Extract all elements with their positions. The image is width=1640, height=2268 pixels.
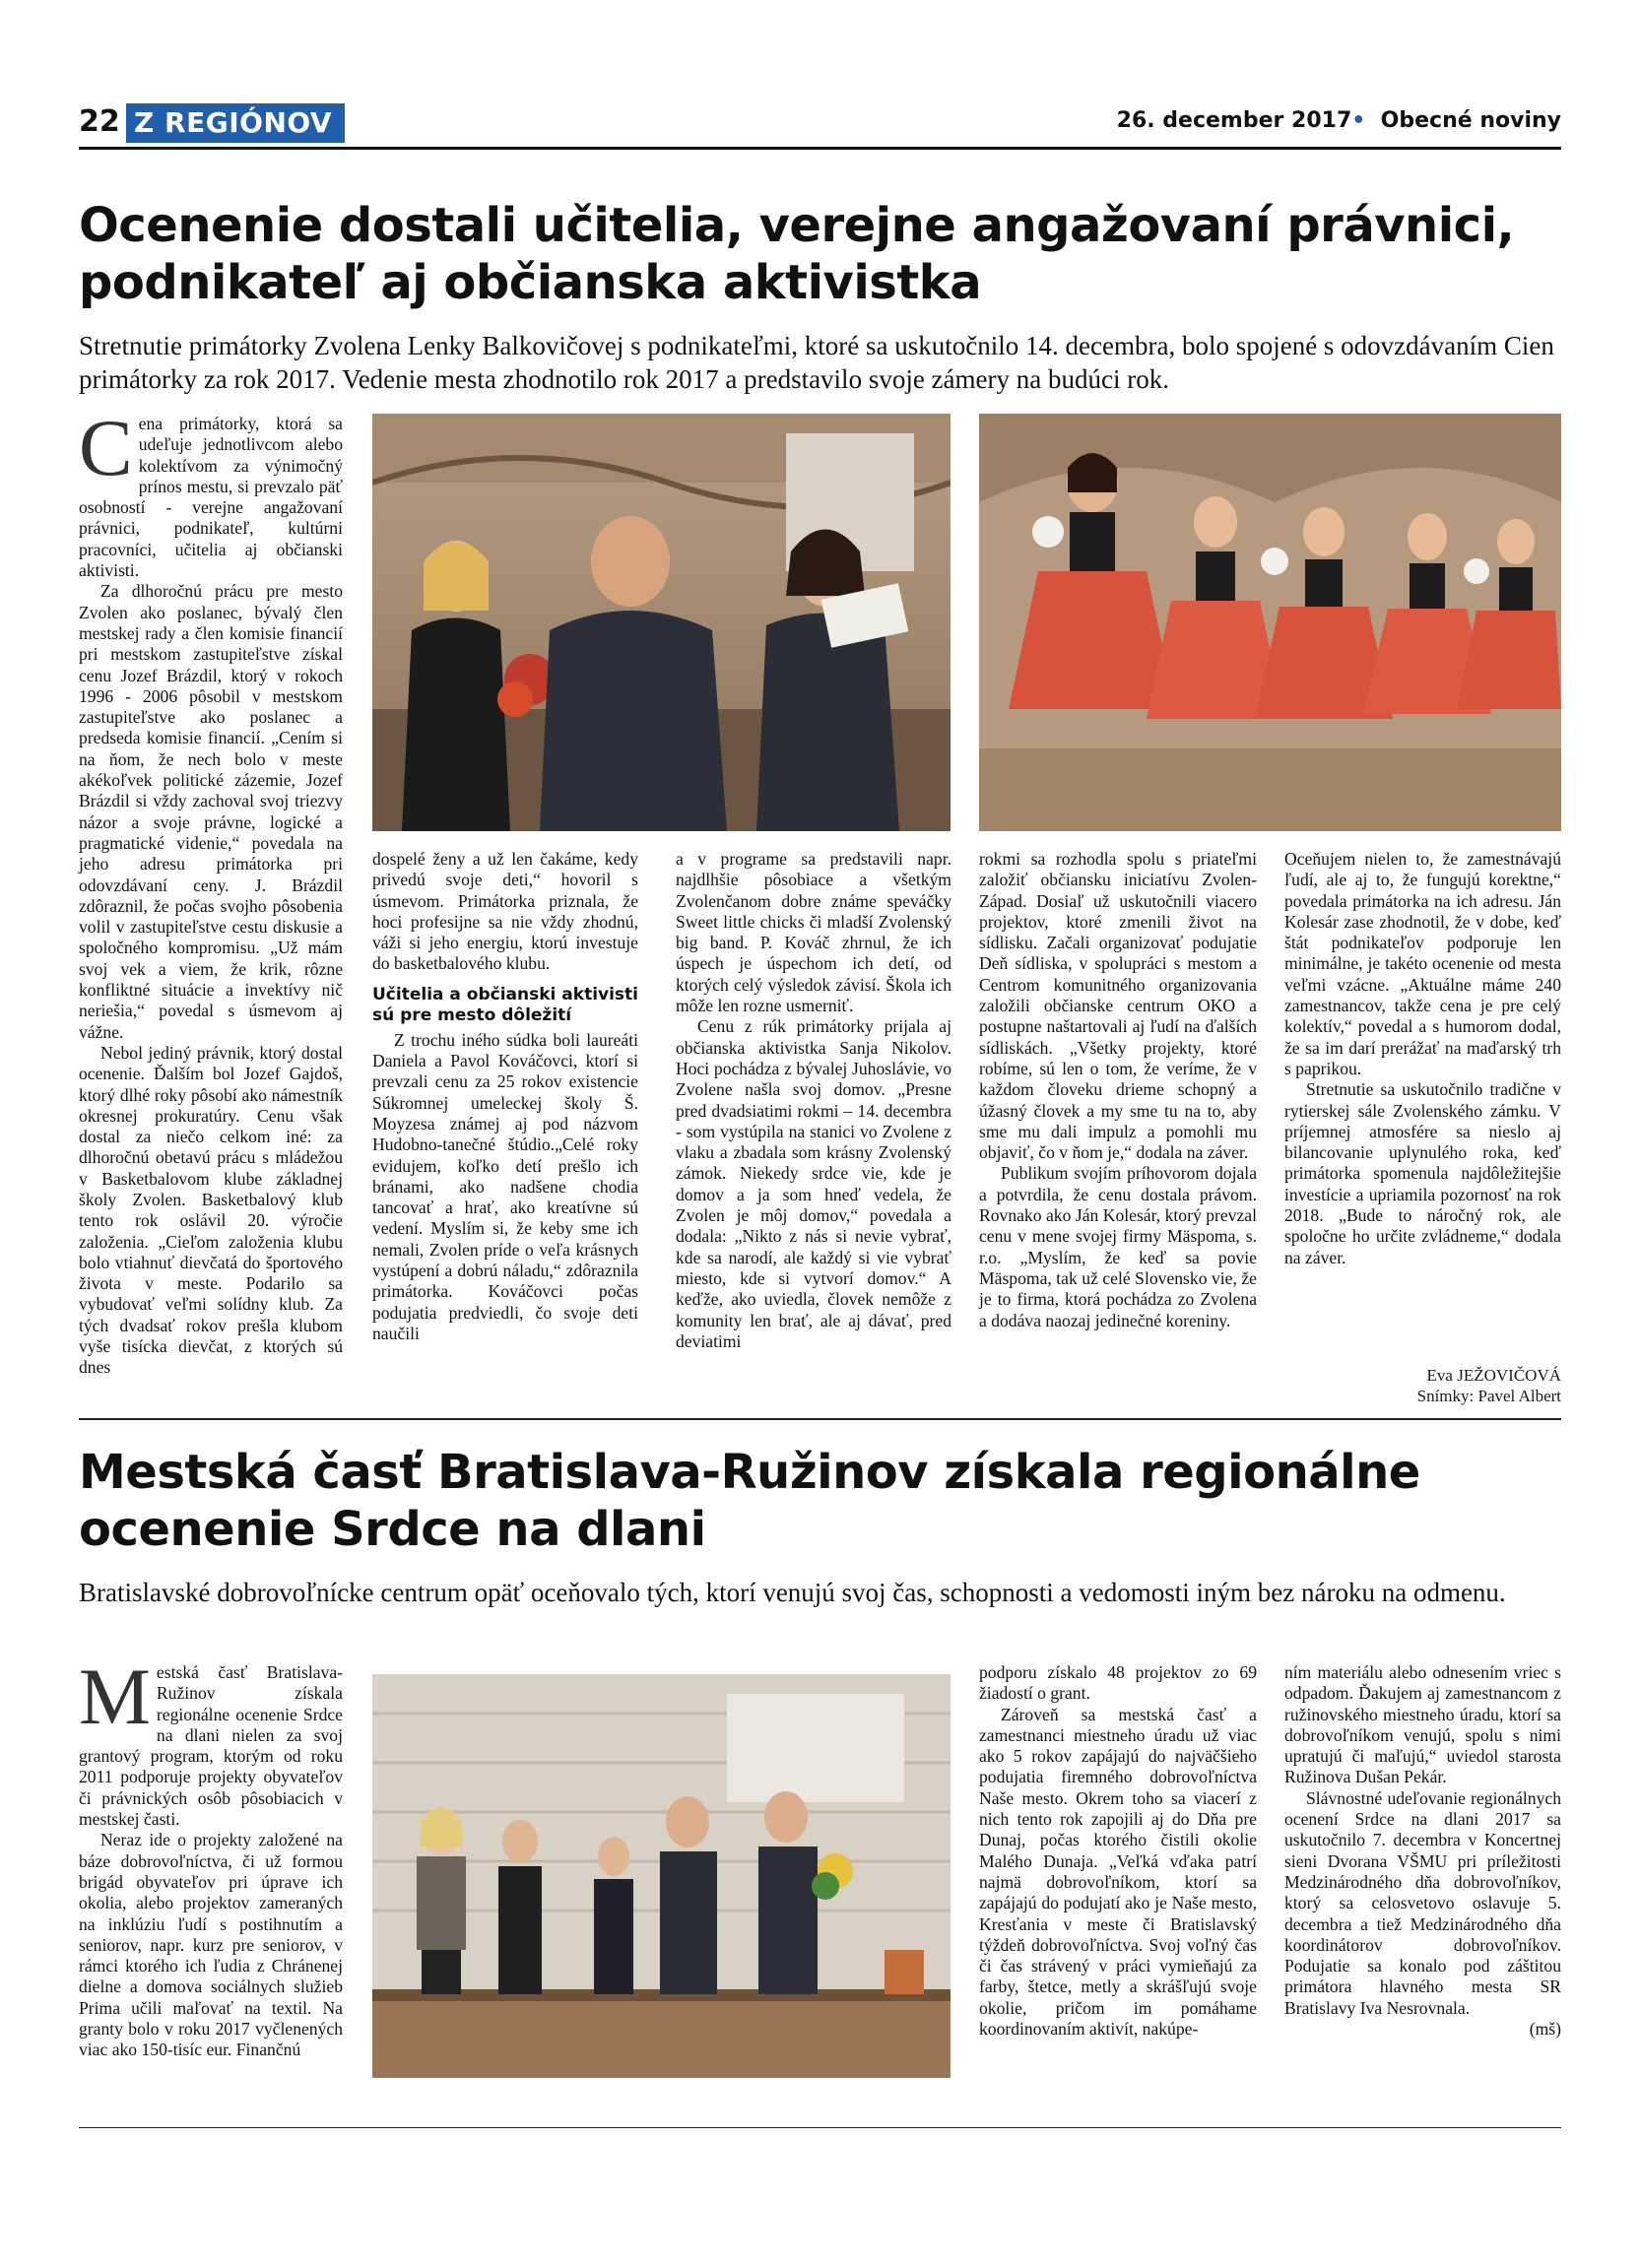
article-divider <box>79 1418 1561 1420</box>
article1-column-2 <box>372 849 638 1344</box>
article1-col3-p2: Cenu z rúk primátorky prijala aj občianska aktivistka Sanja Nikolov. Hoci pochádza z bývalej Juhoslávie, vo Zvolene našla svoj domov. „Presne pred dvadsiatimi rokmi – 14. decembra - som vystúpila na stanici vo Zvolene z vlaku a zbadala som krásny Zvolenský zámok. Niekedy srdce vie, kde je domov a ja som hneď vedela, že Zvolen je môj domov,“ povedala a dodala: „Nikto z nás si nevie vybrať, kde sa narodí, ale každý si vie vybrať miesto, kde si vytvorí domov.“ A keďže, ako uviedla, človek nemôže z komunity len brať, ale aj dávať, pred deviatimi <box>676 1016 951 1351</box>
article1-column-3 <box>676 849 951 1352</box>
photo-award-ceremony <box>372 414 951 831</box>
article1-col5-p1: Oceňujem nielen to, že zamestnávajú ľudí, ale aj to, že fungujú korektne,“ povedala primátorka na ich adresu. Ján Kolesár zase zhodnotil, že v dobe, keď štát podnikateľov podporuje len minimálne, je takéto ocenenie od mesta veľmi vzácne. „Aktuálne máme 240 zamestnancov, takže cena je pre celý kolektív,“ povedal a s humorom dodal, že sa im darí prerážať na maďarský trh s paprikou. <box>1284 849 1561 1078</box>
article2-column-4 <box>1284 1662 1561 2040</box>
article2-col1-p2: Neraz ide o projekty založené na báze dobrovoľníctva, či už formou brigád obyvateľov pri úprave ich okolia, alebo projektov zameraných na inklúziu ľudí s postihnutím a seniorov, napr. kurz pre seniorov, v rámci ktorého ich ľudia z Chránenej dielne a domova sociálnych služieb Prima učili maľovať na textil. Na granty bolo v roku 2017 vyčlenených viac ako 150-tisíc eur. Finančnú <box>79 1830 343 2060</box>
paper-name: Obecné noviny <box>1380 108 1561 133</box>
photo-stage-award <box>372 1674 951 2078</box>
issue-date: 26. december 2017 <box>1116 108 1352 133</box>
article1-col4-p1: rokmi sa rozhodla spolu s priateľmi založiť občiansku iniciatívu Zvolen-Západ. Dosiaľ už uskutočnili viacero projektov, ktoré zmenili život na sídlisku. Začali organizovať podujatie Deň sídliska, v spolupráci s mestom a Centrom komunitného organizovania založili občianske centrum OKO a postupne naštartovali aj ľudí na ďalších sídliskách. „Všetky projekty, ktoré robíme, sú len o tom, že veríme, že v každom človeku drieme schopný a úžasný človek a my sme tu na to, aby sme mu dali impulz a pomohli mu objaviť, čo v ňom je,“ dodala na záver. <box>979 849 1257 1163</box>
article1-col3-p1: a v programe sa predstavili napr. najdlhšie pôsobiace a všetkým Zvolenčanom dobre známe speváčky Sweet little chicks či mladší Zvolenský big band. P. Kováč zhrnul, že ich úspech je úspechom ich detí, od ktorých celý výsledok závisí. Škola ich môže len rozne usmerniť. <box>676 849 951 1016</box>
article1-col2-p1: dospelé ženy a už len čakáme, kedy privedú svoje deti,“ hovoril s úsmevom. Primátorka priznala, že hoci profesijne sa nie vždy zhodnú, váži si jeho energiu, ktorú investuje do basketbalového klubu. <box>372 849 638 974</box>
article1-col4-p2: Publikum svojím príhovorom dojala a potvrdila, že cenu dostala právom. Rovnako ako Ján Kolesár, ktorý prevzal cenu v mene svojej firmy Mäspoma, s. r.o. „Myslím, že keď sa povie Mäspoma, tak už celé Slovensko vie, že je to firma, ktorá pochádza zo Zvolena a dodáva naozaj jedinečné koreniny. <box>979 1163 1257 1330</box>
article1-column-5 <box>1284 849 1561 1268</box>
article1-headline: Ocenenie dostali učitelia, verejne angažovaní právnici, podnikateľ aj občianska aktivistka <box>79 198 1515 310</box>
article1-col1-p1: ena primátorky, ktorá sa udeľuje jednotlivcom alebo kolektívom za výnimočný prínos mestu, si prevzalo päť osobností - verejne angažovaní právnici, podnikateľ, kultúrni pracovníci, učitelia aj občianski aktivisti. <box>79 414 343 581</box>
issue-info <box>1117 108 1561 133</box>
article1-author: Eva JEŽOVIČOVÁ <box>1426 1366 1561 1385</box>
footer-rule <box>79 2127 1561 2128</box>
article1-col1-p3: Nebol jediný právnik, ktorý dostal ocenenie. Ďalším bol Jozef Gajdoš, ktorý dlhé roky pôsobí ako námestník okresnej prokuratúry. Cenu však dostal za niečo celkom iné: za dlhoročnú obetavú prácu s mládežou v Basketbalovom klube základnej školy Zvolen. Basketbalový klub tento rok oslávil 20. výročie založenia. „Cieľom založenia klubu bolo vtiahnuť dievčatá do športového života v meste. Podarilo sa vybudovať veľmi solídny klub. Za tých dvadsať rokov prešla klubom vyše tisícka dievčat, z ktorých sú dnes <box>79 1042 343 1378</box>
article2-column-1 <box>79 1652 343 2061</box>
article1-column-4 <box>979 849 1257 1331</box>
photo-stage-award-image <box>372 1674 951 2078</box>
article2-col1-p1: estská časť Bratislava-Ružinov získala regionálne ocenenie Srdce na dlani nielen za svoj grantový program, ktorým od roku 2011 podporuje projekty obyvateľov či právnických osôb pôsobiacich v mestskej časti. <box>79 1662 343 1830</box>
article1-col1-p2: Za dlhoročnú prácu pre mesto Zvolen ako poslanec, bývalý člen mestskej rady a člen komisie financií pri mestskom zastupiteľstve získal cenu Jozef Brázdil, ktorý v rokoch 1996 - 2006 pôsobil v mestskom zastupiteľstve ako poslanec a predseda komisie financií. „Cením si na ňom, že nech bolo v meste akékoľvek politické zázemie, Jozef Brázdil si vždy zachoval svoj triezvy názor a svoje právne, logické a pragmatické videnie,“ povedala na jeho adresu primátorka pri odovzdávaní ceny. J. Brázdil zdôraznil, že počas svojho pôsobenia volil v zastupiteľstve cestu diskusie a spoločného kompromisu. „Už mám svoj vek a viem, že krik, rôzne konfliktné situácie a invektívy nič neriešia,“ povedal s úsmevom aj vážne. <box>79 581 343 1042</box>
article2-column-3 <box>979 1662 1257 2040</box>
article1-col2-p2: Z trochu iného súdka boli laureáti Daniela a Pavol Kováčovci, ktorí si prevzali cenu za 25 rokov existencie Súkromnej umeleckej školy Š. Moyzesa známej aj pod názvom Hudobno-tanečné štúdio.„Celé roky evidujem, koľko detí prešlo ich bránami, ako nadšene chodia tancovať a hrať, ako kreatívne sú vedení. Myslím si, že keby sme ich nemali, Zvolen príde o veľa krásnych vystúpení a dobrú náladu,“ zdôraznila primátorka. Kováčovci počas podujatia predviedli, čo svoje deti naučili <box>372 1029 638 1343</box>
article1-col5-p2: Stretnutie sa uskutočnilo tradične v rytierskej sále Zvolenského zámku. V príjemnej atmosfére sa nieslo aj bilancovanie uplynulého roka, keď primátorka spomenula najdôležitejšie investície a upriamila pozornosť na rok 2018. „Bude to náročný rok, ale spoločne ho určite zvládneme,“ dodala na záver. <box>1284 1079 1561 1267</box>
page-number: 22 <box>79 104 120 139</box>
separator-dot: • <box>1351 108 1366 133</box>
article2-col3-p1: podporu získalo 48 projektov zo 69 žiadostí o grant. <box>979 1662 1257 1704</box>
article2-headline: Mestská časť Bratislava-Ružinov získala regionálne ocenenie Srdce na dlani <box>79 1445 1420 1557</box>
article2-signature: (mš) <box>1529 2019 1561 2040</box>
article1-subhead: Učitelia a občianski aktivisti sú pre mesto dôležití <box>372 984 639 1025</box>
article1-credits <box>1284 1365 1561 1406</box>
photo-dancers-image <box>979 414 1561 831</box>
article2-lead: Bratislavské dobrovoľnícke centrum opäť oceňovalo tých, ktorí venujú svoj čas, schopnosti a vedomosti iným bez nároku na odmenu. <box>79 1578 1506 1607</box>
section-label: Z REGIÓNOV <box>126 103 345 143</box>
article1-photo-credit: Snímky: Pavel Albert <box>1416 1387 1561 1405</box>
article1-lead: Stretnutie primátorky Zvolena Lenky Balkovičovej s podnikateľmi, ktoré sa uskutočnilo 14. decembra, bolo spojené s odovzdávaním Cien primátorky za rok 2017. Vedenie mesta zhodnotilo rok 2017 a predstavilo svoje zámery na budúci rok. <box>79 331 1554 394</box>
photo-dancers <box>979 414 1561 831</box>
article2-col4-p1: ním materiálu alebo odnesením vriec s odpadom. Ďakujem aj zamestnancom z ružinovského miestneho úradu, ktorí sa dobrovoľníkom venujú, spolu s nimi upratujú či maľujú,“ uviedol starosta Ružinova Dušan Pekár. <box>1284 1662 1561 1787</box>
article1-column-1 <box>79 403 343 1379</box>
dropcap: M <box>79 1652 151 1741</box>
dropcap: C <box>79 403 133 492</box>
article2-col3-p2: Zároveň sa mestská časť a zamestnanci miestneho úradu už viac ako 5 rokov zapájajú do najväčšieho podujatia firemného dobrovoľníctva Naše mesto. Okrem toho sa viacerí z nich tento rok zapojili aj do Dňa pre Dunaj, počas ktorého čistili okolie Malého Dunaja. „Veľká vďaka patrí najmä dobrovoľníkom, ktorí sa zapájajú do podujatí ako je Naše mesto, Kresťania v meste či Bratislavský týždeň dobrovoľníctva. Svoj voľný čas či čas strávený v práci vymieňajú za farby, štetce, metly a skrášľujú svoje okolie, pričom im pomáhame koordinovaním aktivít, nakúpe- <box>979 1704 1257 2040</box>
header-rule <box>79 147 1561 150</box>
photo-award-ceremony-image <box>372 414 951 831</box>
article2-col4-p2: Slávnostné udeľovanie regionálnych ocenení Srdce na dlani 2017 sa uskutočnilo 7. decembra v Koncertnej sieni Dvorana VŠMU pri príležitosti Medzinárodného dňa dobrovoľníkov, ktorý sa celosvetovo oslavuje 5. decembra a tiež Medzinárodného dňa koordinátorov dobrovoľníkov. Podujatie sa konalo pod záštitou primátora hlavného mesta SR Bratislavy Iva Nesrovnala. <box>1284 1787 1561 2018</box>
